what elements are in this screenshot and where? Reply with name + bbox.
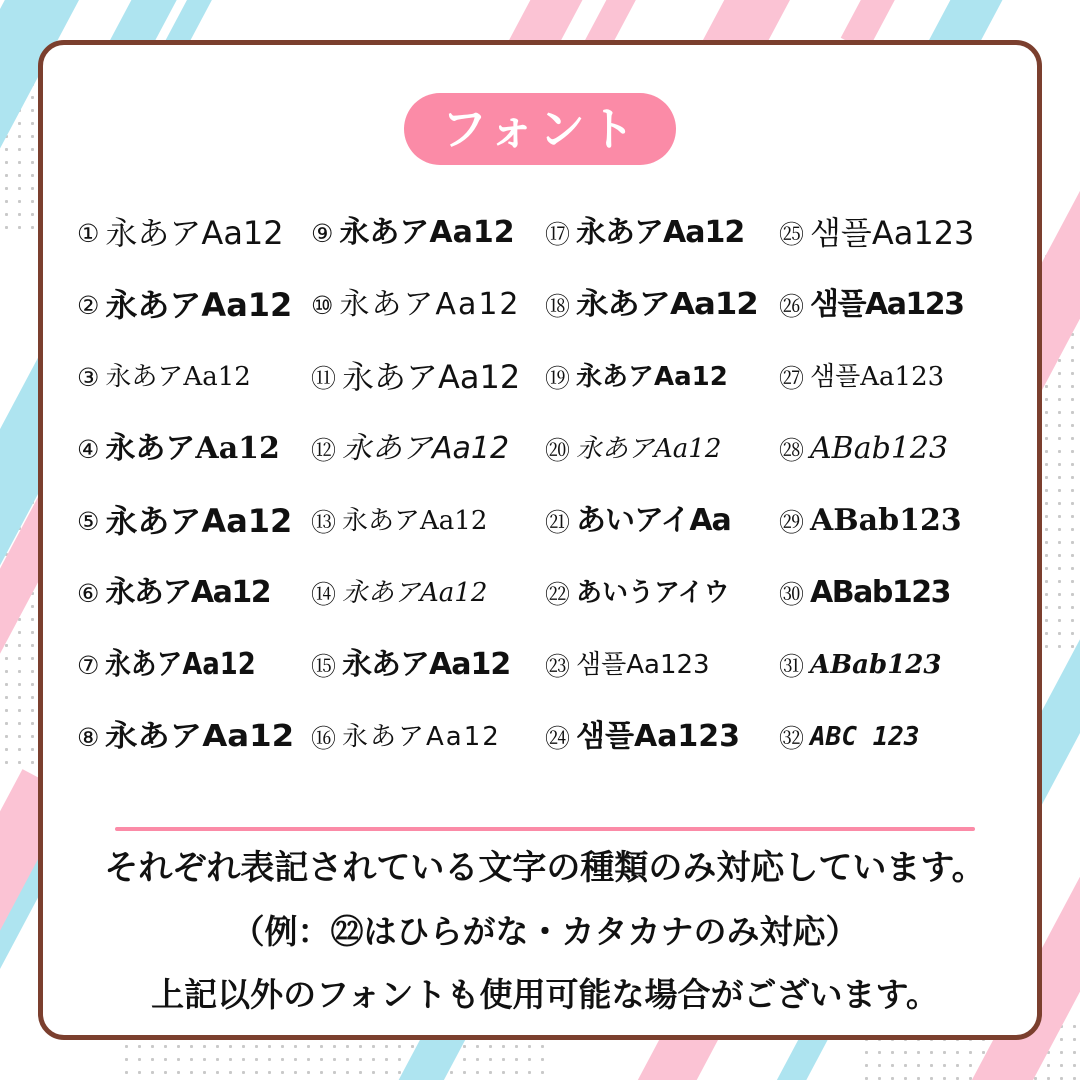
font-sample-number: ⑪ xyxy=(311,364,337,393)
font-sample-item xyxy=(545,485,779,557)
font-sample-number: ⑭ xyxy=(311,580,337,609)
font-sample-number: ⑫ xyxy=(311,436,337,465)
font-sample-text: 永あアAa12 xyxy=(342,506,488,536)
font-sample-text: 샘플Aa123 xyxy=(810,287,964,322)
font-sample-text: 永あアAa12 xyxy=(576,215,745,250)
font-sample-number: ⑤ xyxy=(77,506,100,536)
page-title-text: フォント xyxy=(441,102,639,156)
section-divider xyxy=(115,827,975,831)
font-sample-number: ⑰ xyxy=(545,220,571,249)
font-sample-number: ㉑ xyxy=(545,508,571,537)
font-sample-number: ⑮ xyxy=(311,652,337,681)
font-sample-text: 永あアAa12 xyxy=(576,362,728,392)
font-sample-item xyxy=(77,485,311,557)
notes-section xyxy=(83,848,1007,1041)
font-sample-number: ⑯ xyxy=(311,724,337,753)
font-sample-text: 永あアAa12 xyxy=(342,722,501,752)
font-sample-text: 永あアAa12 xyxy=(339,287,521,322)
font-sample-text: 샘플Aa123 xyxy=(576,650,710,680)
font-sample-text: 永あアAa12 xyxy=(105,286,293,324)
font-sample-item xyxy=(311,629,545,701)
font-sample-number: ⑧ xyxy=(77,722,100,752)
font-sample-text: 永あアAa12 xyxy=(105,647,257,682)
font-sample-text: ABab123 xyxy=(810,503,962,538)
note-line-1: それぞれ表記されている文字の種類のみ対応しています。 xyxy=(104,848,986,888)
font-sample-text: 샘플Aa123 xyxy=(576,719,741,754)
font-sample-item xyxy=(311,269,545,341)
content-card xyxy=(38,40,1042,1040)
font-sample-number: ⑨ xyxy=(311,218,334,248)
font-sample-number: ㉖ xyxy=(779,292,805,321)
font-sample-item xyxy=(77,413,311,485)
font-sample-item xyxy=(545,629,779,701)
font-sample-number: ㉙ xyxy=(779,508,805,537)
font-sample-item xyxy=(77,341,311,413)
font-sample-text: ABC 123 xyxy=(810,722,920,752)
font-sample-text: 永あアAa12 xyxy=(105,362,251,392)
font-sample-item xyxy=(779,341,1013,413)
font-sample-number: ㉔ xyxy=(545,724,571,753)
font-sample-item xyxy=(311,413,545,485)
font-sample-item xyxy=(77,557,311,629)
note-line-3: 上記以外のフォントも使用可能な場合がございます。 xyxy=(151,975,939,1014)
dot-pattern-bottom xyxy=(120,1040,550,1080)
font-sample-text: 永あアAa12 xyxy=(342,358,521,396)
font-sample-text: 永あアAa12 xyxy=(105,575,271,610)
font-sample-text: ABab123 xyxy=(810,575,950,610)
font-sample-number: ⑬ xyxy=(311,508,337,537)
font-sample-text: 永あアAa12 xyxy=(339,215,515,250)
font-sample-text: 샘플Aa123 xyxy=(810,214,975,252)
font-sample-item xyxy=(545,197,779,269)
font-sample-number: ⑩ xyxy=(311,290,334,320)
page-title xyxy=(404,93,676,165)
font-sample-number: ㉛ xyxy=(779,652,805,681)
font-sample-item xyxy=(779,197,1013,269)
font-sample-number: ㉓ xyxy=(545,652,571,681)
font-sample-text: 永あアAa12 xyxy=(342,578,488,608)
font-sample-number: ② xyxy=(77,290,100,320)
font-sample-text: 永あアAa12 xyxy=(576,287,758,322)
font-sample-item xyxy=(77,197,311,269)
font-sample-text: 永あアAa12 xyxy=(342,647,511,682)
font-sample-text: 永あアAa12 xyxy=(105,214,284,252)
font-sample-item xyxy=(779,629,1013,701)
font-sample-number: ⑦ xyxy=(77,650,100,680)
font-sample-number: ⑱ xyxy=(545,292,571,321)
font-sample-number: ㉚ xyxy=(779,580,805,609)
font-sample-item xyxy=(545,341,779,413)
font-sample-text: 永あアAa12 xyxy=(105,719,295,754)
font-sample-item xyxy=(77,629,311,701)
font-sample-text: 永あアAa12 xyxy=(105,502,293,540)
font-sample-item xyxy=(779,701,1013,773)
font-sample-number: ⑥ xyxy=(77,578,100,608)
font-sample-item xyxy=(311,557,545,629)
font-sample-number: ㉒ xyxy=(545,580,571,609)
font-sample-item xyxy=(311,485,545,557)
font-sample-item xyxy=(77,269,311,341)
font-sample-text: 永あアAa12 xyxy=(576,434,722,464)
font-sample-item xyxy=(545,413,779,485)
font-sample-item xyxy=(311,197,545,269)
font-sample-number: ④ xyxy=(77,434,100,464)
font-sample-text: ABab123 xyxy=(810,650,942,680)
font-sample-item xyxy=(779,269,1013,341)
font-sample-number: ㉕ xyxy=(779,220,805,249)
font-sample-item xyxy=(779,557,1013,629)
font-sample-text: あいアイAa xyxy=(576,503,731,538)
font-sample-number: ⑲ xyxy=(545,364,571,393)
font-sample-text: 永あアAa12 xyxy=(342,431,510,466)
font-sample-text: 永あアAa12 xyxy=(105,431,280,466)
font-sample-number: ① xyxy=(77,218,100,248)
font-sample-number: ③ xyxy=(77,362,100,392)
font-sample-number: ㉘ xyxy=(779,436,805,465)
font-sample-item xyxy=(545,557,779,629)
font-sample-grid xyxy=(77,197,1013,773)
font-sample-number: ⑳ xyxy=(545,436,571,465)
note-line-2: （例：㉒はひらがな・カタカナのみ対応） xyxy=(231,912,859,951)
font-sample-text: 샘플Aa123 xyxy=(810,362,945,392)
font-sample-item xyxy=(77,701,311,773)
font-sample-item xyxy=(779,485,1013,557)
font-sample-text: あいうアイウ xyxy=(576,578,730,608)
font-sample-number: ㉜ xyxy=(779,724,805,753)
font-sample-item xyxy=(311,341,545,413)
font-sample-number: ㉗ xyxy=(779,364,805,393)
font-sample-item xyxy=(545,269,779,341)
font-sample-item xyxy=(311,701,545,773)
font-sample-item xyxy=(545,701,779,773)
font-sample-text: ABab123 xyxy=(810,431,949,466)
font-sample-item xyxy=(779,413,1013,485)
